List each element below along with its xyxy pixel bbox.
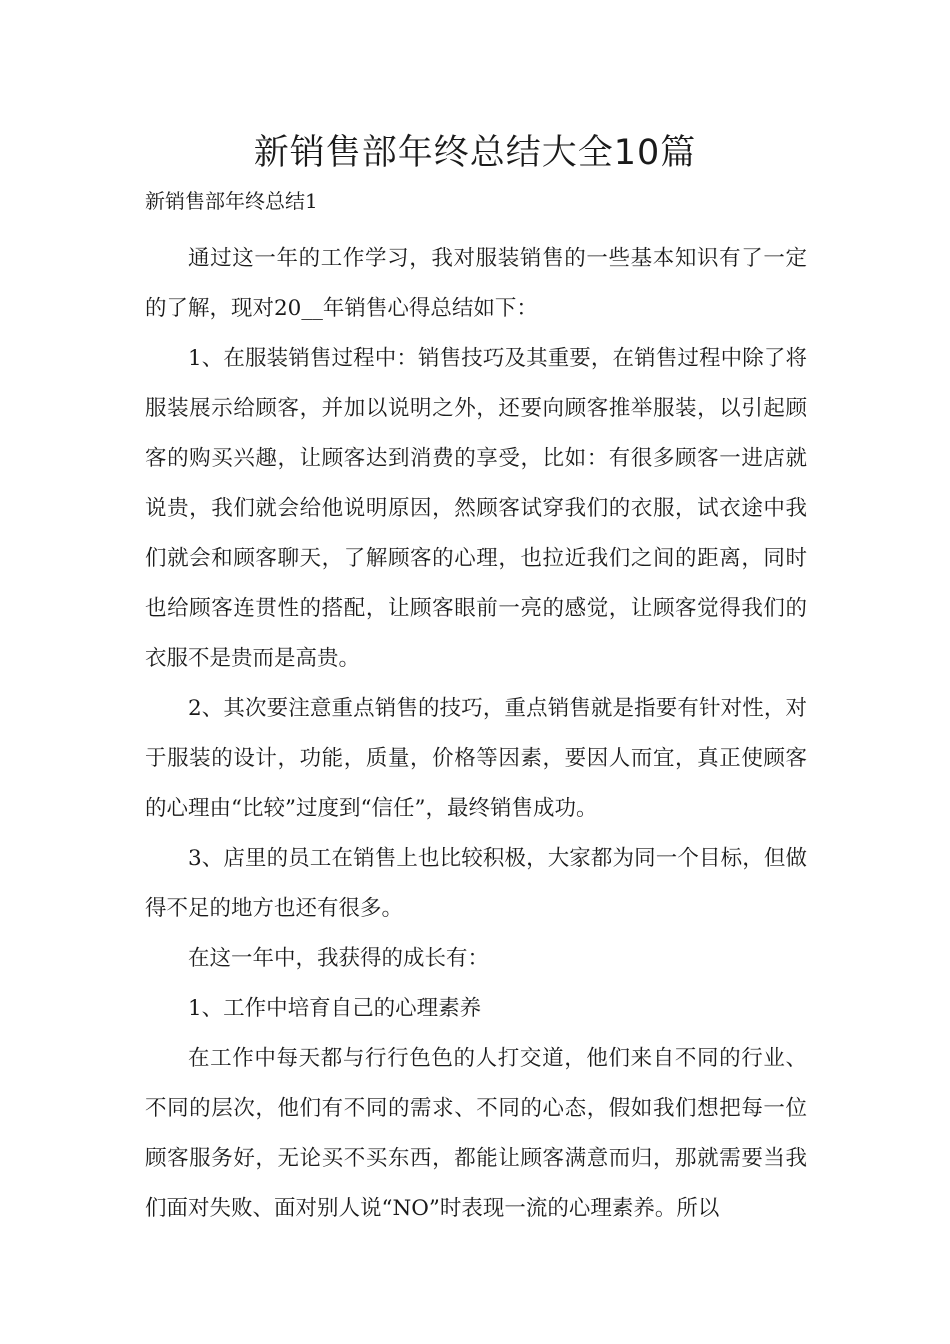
document-title: 新销售部年终总结大全10篇 — [253, 133, 697, 173]
paragraph-growth-intro: 在这一年中，我获得的成长有： — [188, 946, 490, 971]
paragraph-point-3: 3、店里的员工在销售上也比较积极，大家都为同一个目标，但做得不足的地方也还有很多。 — [145, 846, 807, 921]
document-body — [145, 234, 807, 1234]
paragraph-intro: 通过这一年的工作学习，我对服装销售的一些基本知识有了一定的了解，现对20__年销售心得总结如下： — [145, 246, 807, 321]
paragraph-growth-1-detail: 在工作中每天都与行行色色的人打交道，他们来自不同的行业、不同的层次，他们有不同的需求、不同的心态，假如我们想把每一位顾客服务好，无论买不买东西，都能让顾客满意而归，那就需要当我们面对失败、面对别人说“NO”时表现一流的心理素养。所以 — [145, 1046, 807, 1221]
paragraph-point-2: 2、其次要注意重点销售的技巧，重点销售就是指要有针对性，对于服装的设计，功能，质量，价格等因素，要因人而宜，真正使顾客的心理由“比较”过度到“信任”，最终销售成功。 — [145, 696, 807, 821]
paragraph-growth-1: 1、工作中培育自己的心理素养 — [188, 996, 482, 1021]
section-heading: 新销售部年终总结1 — [145, 189, 318, 213]
paragraph-point-1: 1、在服装销售过程中：销售技巧及其重要，在销售过程中除了将服装展示给顾客，并加以说明之外，还要向顾客推举服装，以引起顾客的购买兴趣，让顾客达到消费的享受，比如：有很多顾客一进店就说贵，我们就会给他说明原因，然顾客试穿我们的衣服，试衣途中我们就会和顾客聊天，了解顾客的心理，也拉近我们之间的距离，同时也给顾客连贯性的搭配，让顾客眼前一亮的感觉，让顾客觉得我们的衣服不是贵而是高贵。 — [145, 346, 807, 671]
